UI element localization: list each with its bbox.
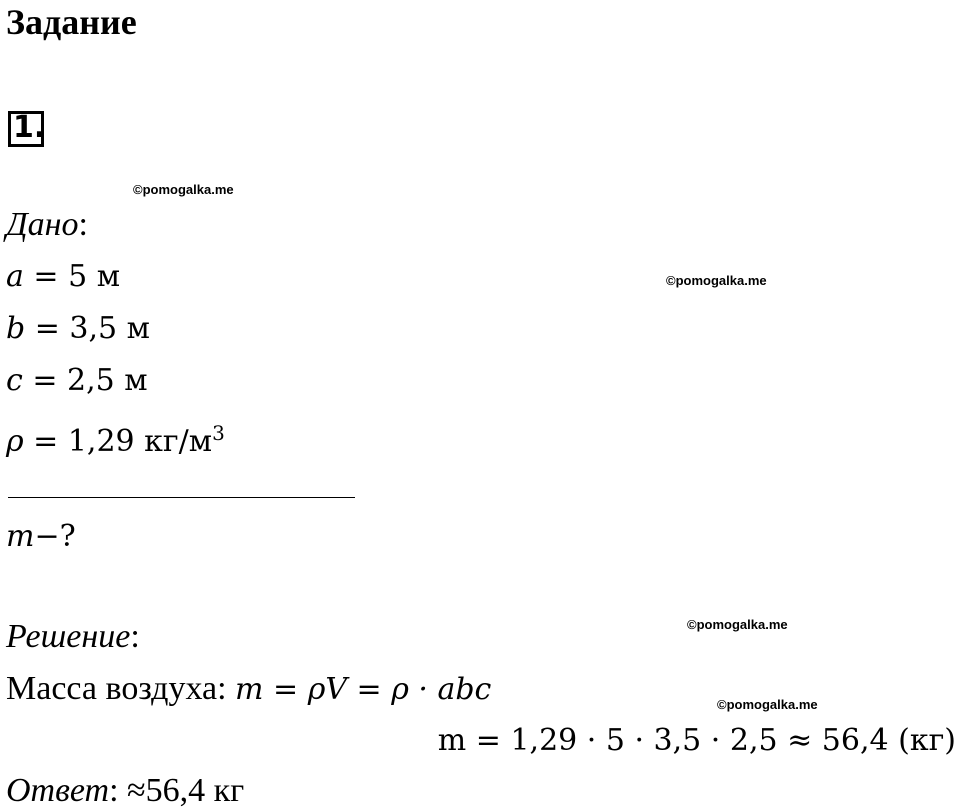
watermark: ©pomogalka.me [717,697,818,712]
answer-label: Ответ [6,772,110,809]
given-colon: : [78,206,88,243]
find-rest: −? [34,519,76,554]
answer-colon: : [109,772,119,809]
find-var: m [6,519,35,554]
solution-text: Масса воздуха: [6,670,236,707]
watermark: ©pomogalka.me [687,617,788,632]
answer-line [6,771,244,811]
solution-colon: : [130,618,140,655]
given-label: Дано [6,206,79,243]
solution-formula-1: m = ρV = ρ · abc [235,672,492,707]
watermark: ©pomogalka.me [133,182,234,197]
answer-value: ≈56,4 кг [118,772,245,809]
given-item-c [6,361,148,401]
given-var: ρ [6,424,24,459]
given-value: = 3,5 м [25,311,151,346]
given-exponent: 3 [212,421,225,445]
given-item-rho [6,413,225,462]
given-var: b [6,311,26,346]
divider-line [8,497,355,498]
given-var: a [6,259,24,294]
find-line [6,517,76,557]
given-value: = 1,29 кг/м [23,424,213,459]
given-value: = 2,5 м [22,363,148,398]
task-number: 1. [13,110,46,145]
watermark: ©pomogalka.me [666,273,767,288]
given-heading [6,205,88,245]
solution-heading [6,617,140,657]
given-var: c [6,363,23,398]
solution-line-2 [438,721,956,761]
given-item-b [6,309,150,349]
solution-formula-2: m = 1,29 · 5 · 3,5 · 2,5 ≈ 56,4 (кг) [437,723,956,758]
given-value: = 5 м [23,259,121,294]
given-item-a [6,257,120,297]
solution-label: Решение [6,618,131,655]
page-title: Задание [6,2,137,42]
solution-line-1 [6,669,491,710]
